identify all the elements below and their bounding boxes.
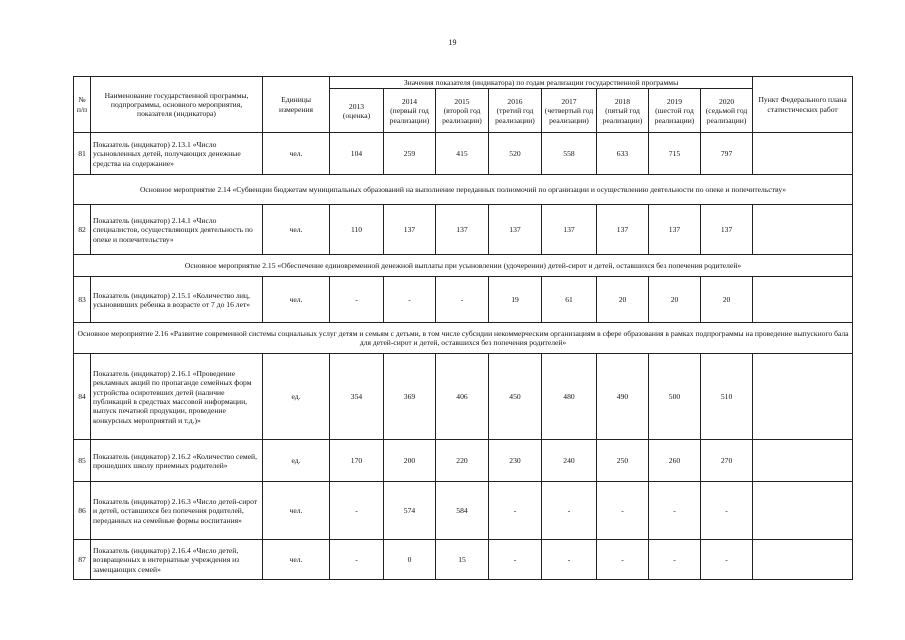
value-2015: 406 [436, 354, 489, 440]
row-num: 81 [74, 133, 91, 175]
value-2018: 633 [597, 133, 649, 175]
value-2018: 137 [597, 205, 649, 255]
section-2-14: Основное мероприятие 2.14 «Субвенции бюджетам муниципальных образований на выполнение переданных полномочий по организации и осуществлению деятельности по опеке и попечительству» [74, 175, 853, 205]
header-unit: Единицы измерения [263, 77, 330, 133]
row-unit: чел. [263, 277, 330, 323]
value-2020: 510 [701, 354, 753, 440]
row-name: Показатель (индикатор) 2.15.1 «Количество лиц, усыновивших ребенка в возрасте от 7 до 16 лет» [91, 277, 263, 323]
row-plan [753, 482, 853, 540]
header-num: № п/п [74, 77, 91, 133]
value-2013: - [330, 540, 384, 580]
value-2013: 104 [330, 133, 384, 175]
section-row [74, 323, 853, 354]
table-row [74, 133, 853, 175]
row-plan [753, 277, 853, 323]
value-2013: 354 [330, 354, 384, 440]
section-row [74, 255, 853, 277]
row-unit: чел. [263, 540, 330, 580]
value-2019: - [649, 540, 701, 580]
value-2013: - [330, 482, 384, 540]
value-2015: 220 [436, 440, 489, 482]
value-2015: 15 [436, 540, 489, 580]
header-year-2017: 2017 (четвертый год реализации) [542, 89, 597, 133]
row-name: Показатель (индикатор) 2.16.2 «Количество семей, прошедших школу приемных родителей» [91, 440, 263, 482]
header-values-group: Значения показателя (индикатора) по годам реализации государственной программы [330, 77, 753, 89]
value-2016: 19 [489, 277, 542, 323]
value-2017: - [542, 540, 597, 580]
row-num: 87 [74, 540, 91, 580]
value-2017: 240 [542, 440, 597, 482]
row-name: Показатель (индикатор) 2.16.1 «Проведение рекламных акций по пропаганде семейных форм устройства осиротевших детей (наличие публикаций в средствах массовой информации, выпуск печатной продукции, проведение конкурсных мероприятий и т.д.)» [91, 354, 263, 440]
value-2019: 137 [649, 205, 701, 255]
value-2015: 137 [436, 205, 489, 255]
value-2019: 260 [649, 440, 701, 482]
header-year-2019: 2019 (шестой год реализации) [649, 89, 701, 133]
row-plan [753, 354, 853, 440]
row-unit: ед. [263, 354, 330, 440]
value-2020: 797 [701, 133, 753, 175]
header-plan: Пункт Федерального плана статистических работ [753, 77, 853, 133]
value-2016: 137 [489, 205, 542, 255]
row-unit: чел. [263, 205, 330, 255]
value-2014: 574 [384, 482, 436, 540]
value-2013: - [330, 277, 384, 323]
value-2014: - [384, 277, 436, 323]
value-2019: 715 [649, 133, 701, 175]
header-year-2015: 2015 (второй год реализации) [436, 89, 489, 133]
value-2017: 480 [542, 354, 597, 440]
value-2017: - [542, 482, 597, 540]
header-year-2016: 2016 (третий год реализации) [489, 89, 542, 133]
section-row [74, 175, 853, 205]
table-row [74, 277, 853, 323]
header-year-2013: 2013 (оценка) [330, 89, 384, 133]
row-name: Показатель (индикатор) 2.14.1 «Число специалистов, осуществляющих деятельность по опеке и попечительству» [91, 205, 263, 255]
row-name: Показатель (индикатор) 2.16.3 «Число детей-сирот и детей, оставшихся без попечения родителей, переданных на семейные формы воспитания» [91, 482, 263, 540]
row-num: 85 [74, 440, 91, 482]
row-num: 86 [74, 482, 91, 540]
value-2020: - [701, 482, 753, 540]
value-2016: - [489, 540, 542, 580]
value-2018: 490 [597, 354, 649, 440]
page-number: 19 [448, 38, 457, 47]
section-2-15: Основное мероприятие 2.15 «Обеспечение единовременной денежной выплаты при усыновлении (удочерении) детей-сирот и детей, оставшихся без попечения родителей» [74, 255, 853, 277]
value-2014: 259 [384, 133, 436, 175]
row-plan [753, 205, 853, 255]
header-year-2014: 2014 (первый год реализации) [384, 89, 436, 133]
value-2015: 415 [436, 133, 489, 175]
value-2017: 61 [542, 277, 597, 323]
row-name: Показатель (индикатор) 2.16.4 «Число детей, возвращенных в интернатные учреждения из замещающих семей» [91, 540, 263, 580]
indicators-table [73, 76, 853, 580]
value-2020: - [701, 540, 753, 580]
value-2014: 0 [384, 540, 436, 580]
value-2019: 20 [649, 277, 701, 323]
header-row-1 [74, 77, 853, 89]
value-2020: 270 [701, 440, 753, 482]
value-2018: - [597, 540, 649, 580]
row-num: 83 [74, 277, 91, 323]
value-2017: 137 [542, 205, 597, 255]
table-row [74, 540, 853, 580]
table-row [74, 440, 853, 482]
value-2020: 137 [701, 205, 753, 255]
section-2-16: Основное мероприятие 2.16 «Развитие современной системы социальных услуг детям и семьям с детьми, в том числе субсидии некоммерческим организациям в сфере образования в рамках подпрограммы на проведение выпускного бала для детей-сирот и детей, оставшихся без попечения родителей» [74, 323, 853, 354]
value-2016: - [489, 482, 542, 540]
value-2019: - [649, 482, 701, 540]
value-2018: - [597, 482, 649, 540]
row-plan [753, 540, 853, 580]
row-num: 82 [74, 205, 91, 255]
table-row [74, 354, 853, 440]
value-2018: 250 [597, 440, 649, 482]
row-plan [753, 440, 853, 482]
row-num: 84 [74, 354, 91, 440]
value-2018: 20 [597, 277, 649, 323]
value-2020: 20 [701, 277, 753, 323]
value-2014: 369 [384, 354, 436, 440]
value-2013: 110 [330, 205, 384, 255]
value-2015: - [436, 277, 489, 323]
table-row [74, 482, 853, 540]
row-unit: чел. [263, 133, 330, 175]
row-unit: чел. [263, 482, 330, 540]
row-unit: ед. [263, 440, 330, 482]
value-2013: 170 [330, 440, 384, 482]
value-2019: 500 [649, 354, 701, 440]
header-year-2018: 2018 (пятый год реализации) [597, 89, 649, 133]
value-2016: 450 [489, 354, 542, 440]
table-row [74, 205, 853, 255]
header-name: Наименование государственной программы, подпрограммы, основного мероприятия, показателя (индикатора) [91, 77, 263, 133]
value-2014: 200 [384, 440, 436, 482]
value-2016: 520 [489, 133, 542, 175]
value-2015: 584 [436, 482, 489, 540]
value-2017: 558 [542, 133, 597, 175]
value-2016: 230 [489, 440, 542, 482]
row-name: Показатель (индикатор) 2.13.1 «Число усыновленных детей, получающих денежные средства на содержание» [91, 133, 263, 175]
value-2014: 137 [384, 205, 436, 255]
row-plan [753, 133, 853, 175]
header-year-2020: 2020 (седьмой год реализации) [701, 89, 753, 133]
